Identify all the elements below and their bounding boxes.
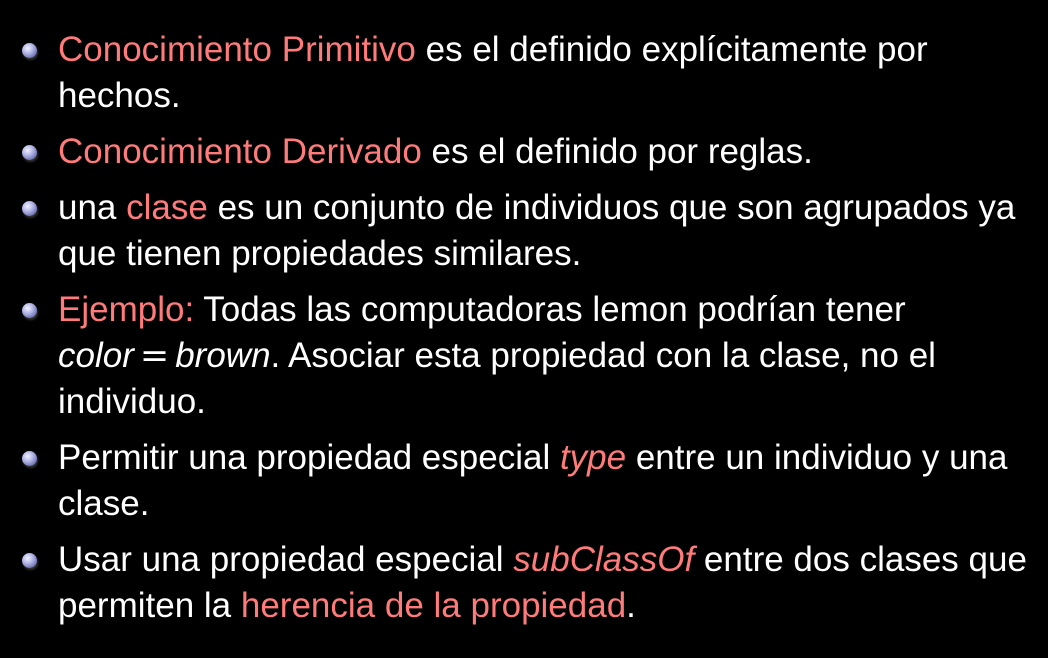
list-item-type-property [0,435,1028,527]
term-highlight: subClassOf [513,540,695,579]
term-highlight: Ejemplo: [58,290,195,329]
item-text: entre dos clases que permiten la [58,540,1027,625]
math-rhs: brown [175,336,271,375]
bullet-icon [22,303,37,318]
math-operator: = [139,336,170,376]
math-lhs: color [58,336,134,375]
item-text-tail: . [626,586,636,625]
list-item-derived-knowledge [0,129,1028,175]
list-item-class-definition [0,185,1028,277]
term-highlight: type [559,438,627,477]
term-highlight: Conocimiento Primitivo [58,30,416,69]
item-text-tail: . Asociar esta propiedad con la clase, no el individuo. [58,336,936,421]
bullet-icon [22,43,37,58]
item-text: entre un individuo y una clase. [58,438,1008,523]
item-text: es un conjunto de individuos que son agrupados ya que tienen propiedades similares. [58,188,1016,273]
item-text: es el definido por reglas. [421,132,813,171]
list-item-subclassof-property [0,537,1028,629]
list-item-example [0,287,1028,425]
item-text-prefix: Permitir una propiedad especial [58,438,560,477]
term-highlight: Conocimiento Derivado [58,132,422,171]
bullet-list [0,27,1028,629]
item-text: es el definido explícitamente por hechos. [58,30,928,115]
item-text: Todas las computadoras lemon podrían tener [194,290,906,329]
item-text-prefix: Usar una propiedad especial [58,540,514,579]
bullet-icon [22,553,37,568]
term-highlight-secondary: herencia de la propiedad [240,586,627,625]
item-text-prefix: una [58,188,127,227]
bullet-icon [22,451,37,466]
bullet-icon [22,145,37,160]
term-highlight: clase [126,188,208,227]
list-item-primitive-knowledge [0,27,1028,119]
bullet-icon [22,201,37,216]
